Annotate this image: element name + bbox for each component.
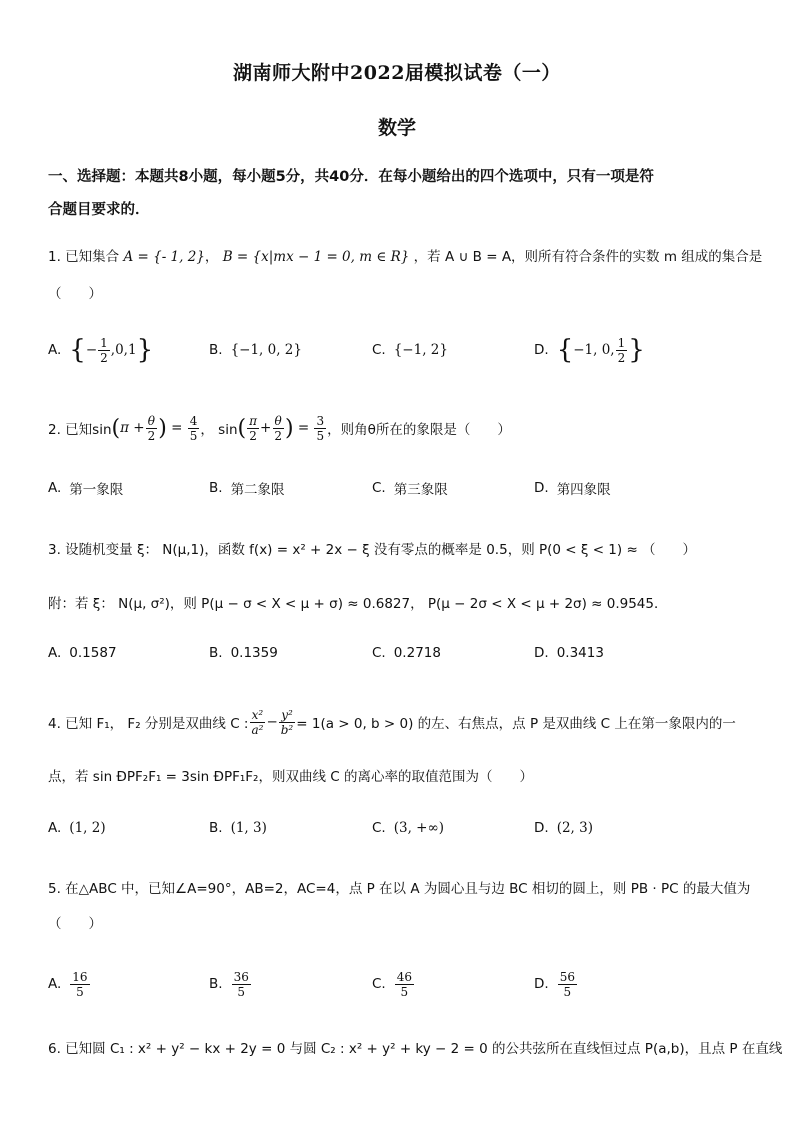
q2-value1-fraction: $\frac{4}{5}$	[189, 413, 198, 443]
question-3-options	[48, 633, 748, 673]
question-1-number: 1. 已知集合	[48, 249, 120, 265]
exam-title: 湖南师大附中2022届模拟试卷（一）	[233, 62, 561, 84]
option-label: D.	[534, 645, 549, 661]
option-label: B.	[209, 976, 223, 992]
question-5-paren: （ ）	[48, 916, 102, 932]
option-label: C.	[372, 820, 386, 836]
question-4-option-c[interactable]	[372, 808, 444, 848]
option-value: (1, 2)	[69, 820, 106, 836]
option-label: B.	[209, 480, 223, 496]
question-2-stem: 2. 已知sin ( π + $\frac{\theta}{2}$ ) = $\frac{4}{5}$ ， sin ( $\frac{\pi}{2}$ + $\frac{\theta}{2}$ ) = $\frac{3}{5}$ ，则角θ所在的象限是（ ）	[48, 413, 511, 443]
option-label: D.	[534, 342, 549, 358]
exam-subject: 数学	[377, 117, 416, 139]
question-2-option-b[interactable]	[209, 468, 285, 508]
question-4-stem	[48, 702, 748, 742]
question-1-set-b: B = {x|mx − 1 = 0, m ∈ R}	[222, 249, 410, 265]
question-5-option-b[interactable]	[209, 962, 252, 1006]
question-4-option-d[interactable]	[534, 808, 593, 848]
option-value: (2, 3)	[556, 820, 593, 836]
option-label: A.	[48, 645, 62, 661]
question-4-option-a[interactable]	[48, 808, 106, 848]
option-value: 0.3413	[556, 645, 604, 661]
question-1-option-b[interactable]	[209, 330, 302, 370]
q2-separator: ， sin	[200, 422, 238, 438]
question-3-option-d[interactable]	[534, 633, 604, 673]
option-a-rest: ,0,1	[110, 342, 137, 358]
option-label: C.	[372, 645, 386, 661]
question-3-option-a[interactable]	[48, 633, 117, 673]
question-5-option-d[interactable]	[534, 962, 578, 1006]
option-fraction: $\frac{36}{5}$	[233, 969, 249, 999]
question-1-options	[48, 330, 748, 370]
option-label: C.	[372, 480, 386, 496]
question-4-line2: 点，若 sin ÐPF₂F₁ = 3sin ÐPF₁F₂，则双曲线 C 的离心率的取值范围为（ ）	[48, 769, 533, 785]
option-value: 第二象限	[230, 482, 285, 498]
option-value: (1, 3)	[230, 820, 267, 836]
question-1-paren: （ ）	[48, 286, 102, 302]
question-3-appendix: 附：若 ξ： N(μ, σ²)，则 P(μ − σ < X < μ + σ) ≈ 0.6827， P(μ − 2σ < X < μ + 2σ) ≈ 0.9545．	[48, 596, 668, 612]
option-b-value: {−1, 0, 2}	[230, 342, 302, 358]
option-label: A.	[48, 342, 62, 358]
option-label: A.	[48, 480, 62, 496]
q2-expr1-fraction: $\frac{\theta}{2}$	[147, 413, 156, 443]
option-label: D.	[534, 480, 549, 496]
question-6-stem: 6. 已知圆 C₁ : x² + y² − kx + 2y = 0 与圆 C₂ : x² + y² + ky − 2 = 0 的公共弦所在直线恒过点 P(a,b)，且点 P 在直线	[48, 1041, 783, 1057]
q4-y-fraction: $\frac{\text{y²}}{\text{b²}}$	[280, 707, 294, 737]
option-label: A.	[48, 820, 62, 836]
option-a-fraction: $\frac{1}{2}$	[100, 335, 108, 365]
question-4-options	[48, 808, 748, 848]
question-1-tail: ，若 A ∪ B = A，则所有符合条件的实数 m 组成的集合是	[413, 249, 763, 265]
option-d-value: −1, 0,	[573, 342, 615, 358]
question-1-option-c[interactable]	[372, 330, 448, 370]
option-label: B.	[209, 820, 223, 836]
option-value: 第一象限	[69, 482, 124, 498]
option-a-minus: −	[85, 342, 98, 358]
question-3-option-c[interactable]	[372, 633, 441, 673]
option-fraction: $\frac{46}{5}$	[396, 969, 412, 999]
question-5-stem: 5. 在△ABC 中，已知∠A=90°，AB=2，AC=4，点 P 在以 A 为圆心且与边 BC 相切的圆上，则 PB · PC 的最大值为	[48, 881, 751, 897]
question-4-option-b[interactable]	[209, 808, 267, 848]
option-value: 0.2718	[393, 645, 441, 661]
option-c-value: {−1, 2}	[393, 342, 448, 358]
option-fraction: $\frac{16}{5}$	[72, 969, 88, 999]
q2-value2-fraction: $\frac{3}{5}$	[316, 413, 325, 443]
question-2-tail: ，则角θ所在的象限是（ ）	[327, 422, 511, 438]
option-label: B.	[209, 645, 223, 661]
question-2-options	[48, 468, 748, 508]
q2-expr2-fraction-a: $\frac{\pi}{2}$	[249, 413, 257, 443]
question-1-set-a: A = {- 1, 2}	[123, 249, 205, 265]
question-1-stem: 1. 已知集合 A = {- 1, 2}， B = {x|mx − 1 = 0, m ∈ R} ，若 A ∪ B = A，则所有符合条件的实数 m 组成的集合是	[48, 249, 763, 265]
option-value: 第三象限	[393, 482, 448, 498]
section-heading-line2: 合题目要求的．	[48, 202, 150, 218]
question-3-stem: 3. 设随机变量 ξ： N(μ,1)，函数 f(x) = x² + 2x − ξ 没有零点的概率是 0.5，则 P(0 < ξ < 1) ≈ （ ）	[48, 542, 697, 558]
option-d-fraction: $\frac{1}{2}$	[617, 335, 626, 365]
question-3-option-b[interactable]	[209, 633, 278, 673]
question-1-option-a[interactable]: A. { − $\frac{1}{2}$ ,0,1 }	[48, 335, 154, 365]
option-label: C.	[372, 342, 386, 358]
q4-x-fraction: $\frac{\text{x²}}{\text{a²}}$	[251, 707, 264, 737]
question-4-post: = 1(a > 0, b > 0) 的左、右焦点，点 P 是双曲线 C 上在第一象限内的一	[296, 716, 736, 732]
option-label: D.	[534, 976, 549, 992]
option-label: C.	[372, 976, 386, 992]
option-value: 0.1587	[69, 645, 117, 661]
option-value: 第四象限	[556, 482, 611, 498]
option-value: (3, +∞)	[393, 820, 444, 836]
question-5-options	[48, 962, 748, 1006]
option-value: 0.1359	[230, 645, 278, 661]
question-5-option-c[interactable]	[372, 962, 415, 1006]
option-label: B.	[209, 342, 223, 358]
section-heading-line1: 一、选择题：本题共8小题，每小题5分，共40分．在每小题给出的四个选项中，只有一项是符	[48, 169, 654, 185]
option-label: A.	[48, 976, 62, 992]
question-1-option-d[interactable]: D. { −1, 0, $\frac{1}{2}$ }	[534, 335, 645, 365]
question-2-option-a[interactable]	[48, 468, 123, 508]
question-4-pre: 4. 已知 F₁， F₂ 分别是双曲线 C :	[48, 716, 249, 732]
question-2-number: 2. 已知sin	[48, 422, 112, 438]
q4-minus: −	[266, 714, 278, 730]
q2-expr2-fraction-b: $\frac{\theta}{2}$	[274, 413, 282, 443]
option-fraction: $\frac{56}{5}$	[559, 969, 575, 999]
question-2-option-d[interactable]	[534, 468, 611, 508]
q2-expr1-pi: π +	[120, 420, 145, 436]
question-2-option-c[interactable]	[372, 468, 448, 508]
option-label: D.	[534, 820, 549, 836]
question-5-option-a[interactable]	[48, 962, 91, 1006]
